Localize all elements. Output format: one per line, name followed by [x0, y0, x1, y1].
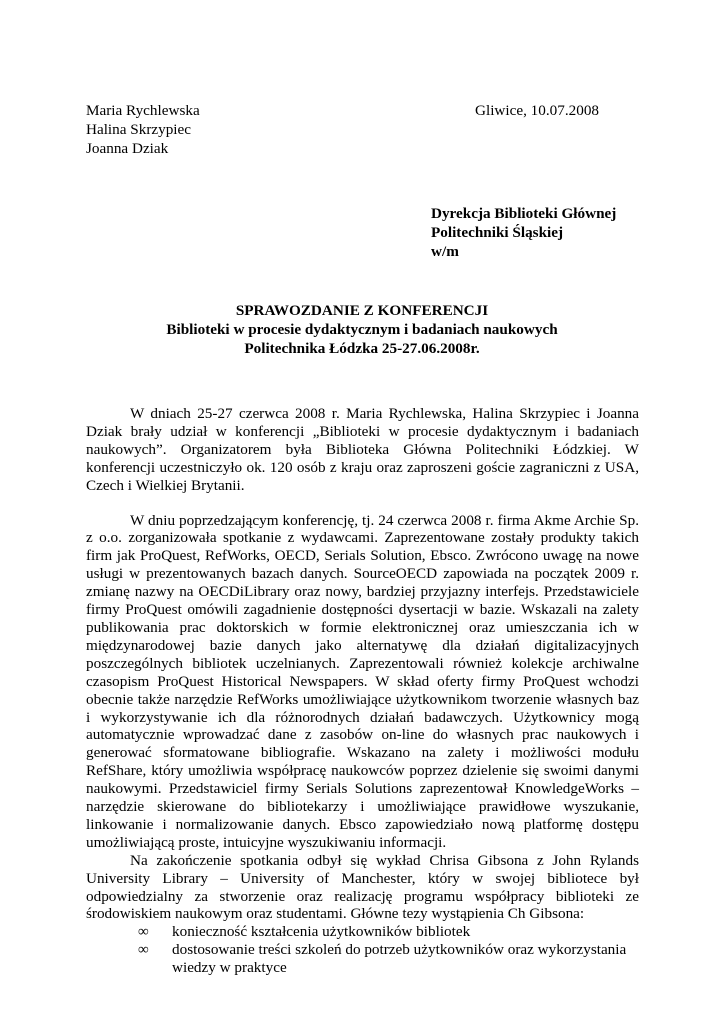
- authors-block: [86, 102, 200, 159]
- recipient-block: [431, 205, 616, 262]
- paragraph-gibson-lecture: Na zakończenie spotkania odbył się wykład Chrisa Gibsona z John Rylands University Library – University of Manchester, który w swojej bibliotece był odpowiedzialny za stworzenie oraz realizację programu współpracy biblioteki ze środowiskiem naukowym oraz studentami. Główne tezy wystąpienia Ch Gibsona:: [86, 851, 639, 923]
- list-item-text: dostosowanie treści szkoleń do potrzeb użytkowników oraz wykorzystania wiedzy w praktyce: [172, 941, 627, 977]
- list-item: [86, 923, 639, 941]
- conference-title: Biblioteki w procesie dydaktycznym i badaniach naukowych: [166, 321, 558, 338]
- list-item: [86, 941, 639, 977]
- place-date: Gliwice, 10.07.2008: [475, 102, 600, 119]
- list-item-text: konieczność kształcenia użytkowników bibliotek: [172, 923, 471, 941]
- conference-venue: Politechnika Łódzka 25-27.06.2008r.: [244, 340, 480, 357]
- recipient-line: w/m: [431, 243, 459, 260]
- author-name: Maria Rychlewska: [86, 102, 200, 119]
- paragraph-conference-intro: W dniach 25-27 czerwca 2008 r. Maria Rychlewska, Halina Skrzypiec i Joanna Dziak brały udział w konferencji „Biblioteki w procesie dydaktycznym i badaniach naukowych”. Organizatorem była Biblioteka Główna Politechniki Łódzkiej. W konferencji uczestniczyło ok. 120 osób z kraju oraz zaproszeni goście zagraniczni z USA, Czech i Wielkiej Brytanii.: [86, 405, 639, 494]
- report-body: [86, 405, 639, 977]
- recipient-line: Dyrekcja Biblioteki Głównej: [431, 205, 617, 222]
- report-heading: SPRAWOZDANIE Z KONFERENCJI: [235, 302, 489, 319]
- paragraph-spacer: [86, 495, 639, 512]
- report-title-block: [0, 302, 724, 359]
- infinity-bullet-icon: ∞: [138, 923, 149, 941]
- theses-list: [86, 923, 639, 977]
- infinity-bullet-icon: ∞: [138, 941, 149, 959]
- author-name: Halina Skrzypiec: [86, 121, 192, 138]
- recipient-line: Politechniki Śląskiej: [431, 224, 564, 241]
- paragraph-publishers-meeting: W dniu poprzedzającym konferencję, tj. 24 czerwca 2008 r. firma Akme Archie Sp. z o.o. zorganizowała spotkanie z wydawcami. Zaprezentowane zostały produkty takich firm jak ProQuest, RefWorks, OECD, Serials Solution, Ebsco. Zwrócono uwagę na nowe usługi w prezentowanych bazach danych. SourceOECD zapowiada na początek 2009 r. zmianę nazwy na OECDiLibrary oraz nowy, bardziej przyjazny interfejs. Przedstawiciele firmy ProQuest omówili zagadnienie dostępności dysertacji w bazie. Wskazali na zalety publikowania prac doktorskich w formie elektronicznej oraz umieszczania ich w międzynarodowej bazie danych jako alternatywę dla działań digitalizacyjnych poszczególnych bibliotek uczelnianych. Zaprezentowali również kolekcje archiwalne czasopism ProQuest Historical Newspapers. W skład oferty firmy ProQuest wchodzi obecnie także narzędzie RefWorks umożliwiające użytkownikom tworzenie własnych baz i wykorzystywanie ich dla różnorodnych działań badawczych. Użytkownicy mogą automatycznie wprowadzać dane z zasobów on-line do własnych prac naukowych i generować sformatowane bibliografie. Wskazano na zalety i możliwości modułu RefShare, który umożliwia współpracę naukowców poprzez dzielenie się swoimi danymi naukowymi. Przedstawiciel firmy Serials Solutions zaprezentował KnowledgeWorks – narzędzie skierowane do bibliotekarzy i umożliwiające prawidłowe wyszukanie, linkowanie i normalizowanie danych. Ebsco zapowiedziało nową platformę dostępu umożliwiającą proste, intuicyjne wyszukiwaniu informacji.: [86, 511, 639, 851]
- author-name: Joanna Dziak: [86, 140, 169, 157]
